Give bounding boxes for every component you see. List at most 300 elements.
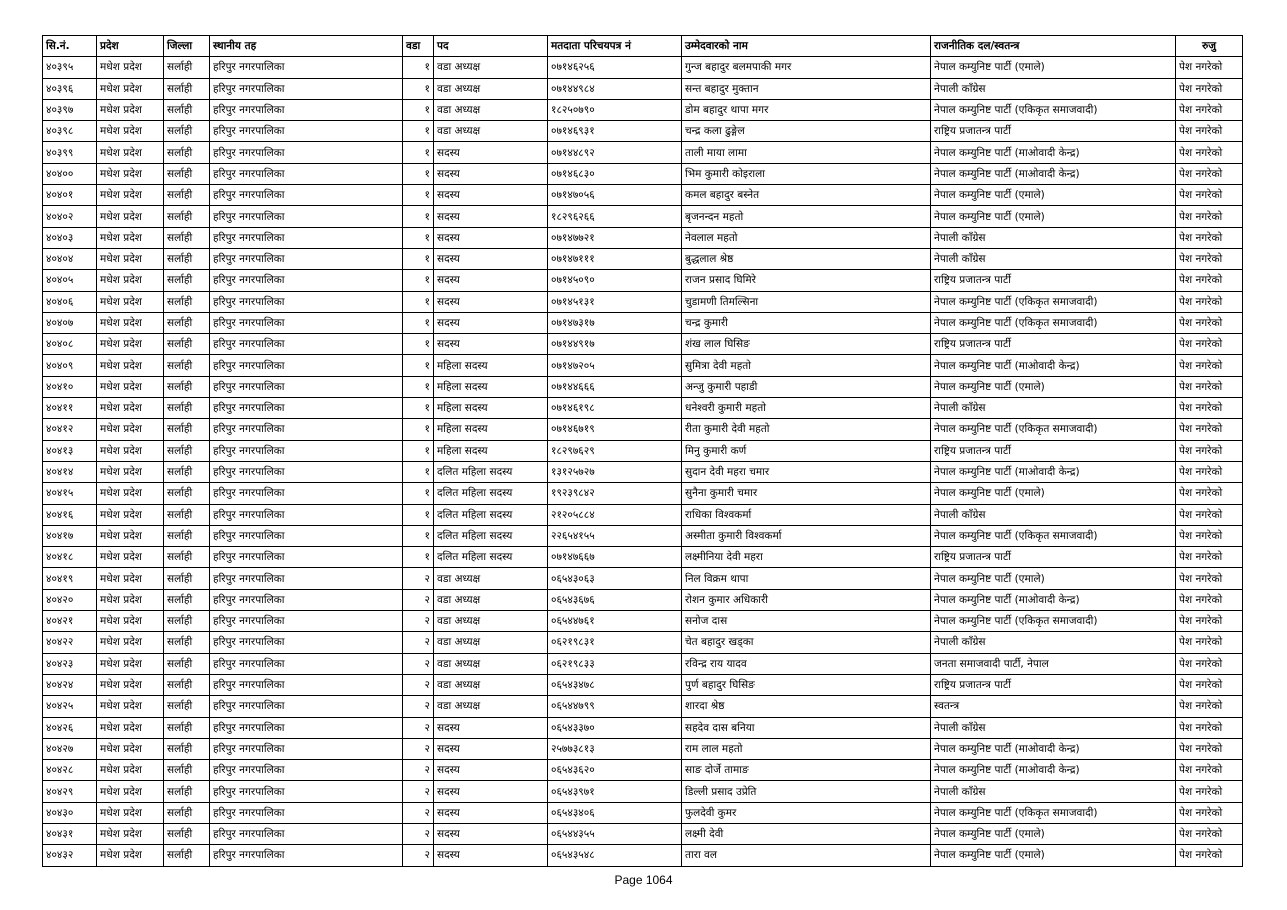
table-row [43,419,1243,440]
cell-ward: १ [403,78,434,99]
cell-province: मधेश प्रदेश [97,57,164,78]
cell-verification: पेश नगरेको [1176,248,1243,269]
cell-party: राष्ट्रिय प्रजातन्त्र पार्टी [931,440,1176,461]
cell-local-level: हरिपुर नगरपालिका [210,312,403,333]
cell-voter-id: ०६५४३०६३ [548,568,682,589]
cell-serial: ४०४०२ [43,206,97,227]
cell-district: सर्लाही [164,334,210,355]
cell-ward: १ [403,504,434,525]
cell-local-level: हरिपुर नगरपालिका [210,461,403,482]
cell-district: सर्लाही [164,738,210,759]
cell-verification: पेश नगरेको [1176,781,1243,802]
cell-serial: ४०४१८ [43,547,97,568]
cell-verification: पेश नगरेको [1176,823,1243,844]
cell-district: सर्लाही [164,121,210,142]
cell-serial: ४०४२६ [43,717,97,738]
cell-ward: २ [403,589,434,610]
cell-province: मधेश प्रदेश [97,653,164,674]
cell-ward: २ [403,611,434,632]
cell-serial: ४०४३२ [43,845,97,866]
table-row [43,781,1243,802]
table-row [43,483,1243,504]
cell-serial: ४०४२१ [43,611,97,632]
table-row [43,760,1243,781]
cell-district: सर्लाही [164,632,210,653]
cell-ward: १ [403,248,434,269]
cell-district: सर्लाही [164,823,210,844]
cell-candidate-name: भिम कुमारी कोइराला [682,163,931,184]
cell-local-level: हरिपुर नगरपालिका [210,738,403,759]
cell-post: महिला सदस्य [434,376,548,397]
cell-local-level: हरिपुर नगरपालिका [210,845,403,866]
cell-serial: ४०४०८ [43,334,97,355]
cell-post: वडा अध्यक्ष [434,57,548,78]
cell-district: सर्लाही [164,440,210,461]
cell-serial: ४०४१३ [43,440,97,461]
cell-verification: पेश नगरेको [1176,483,1243,504]
cell-province: मधेश प्रदेश [97,248,164,269]
cell-verification: पेश नगरेको [1176,291,1243,312]
cell-province: मधेश प्रदेश [97,163,164,184]
cell-province: मधेश प्रदेश [97,142,164,163]
col-header-serial: सि.नं. [43,36,97,57]
cell-ward: २ [403,760,434,781]
cell-district: सर्लाही [164,760,210,781]
cell-voter-id: ०७१४६९३१ [548,121,682,142]
cell-local-level: हरिपुर नगरपालिका [210,440,403,461]
col-header-voter-id: मतदाता परिचयपत्र नं [548,36,682,57]
cell-party: नेपाल कम्युनिष्ट पार्टी (एकिकृत समाजवादी) [931,611,1176,632]
cell-candidate-name: चुडामणी तिमल्सिना [682,291,931,312]
cell-verification: पेश नगरेको [1176,398,1243,419]
cell-verification: पेश नगरेको [1176,206,1243,227]
cell-local-level: हरिपुर नगरपालिका [210,270,403,291]
cell-local-level: हरिपुर नगरपालिका [210,802,403,823]
cell-verification: पेश नगरेको [1176,78,1243,99]
cell-ward: १ [403,206,434,227]
cell-party: नेपाली काँग्रेस [931,248,1176,269]
cell-province: मधेश प्रदेश [97,483,164,504]
cell-local-level: हरिपुर नगरपालिका [210,248,403,269]
cell-serial: ४०४१९ [43,568,97,589]
table-row [43,568,1243,589]
cell-candidate-name: तारा वल [682,845,931,866]
cell-local-level: हरिपुर नगरपालिका [210,121,403,142]
cell-verification: पेश नगरेको [1176,142,1243,163]
cell-voter-id: ०६५४३५४८ [548,845,682,866]
cell-local-level: हरिपुर नगरपालिका [210,674,403,695]
cell-post: दलित महिला सदस्य [434,504,548,525]
cell-district: सर्लाही [164,206,210,227]
cell-voter-id: ०७१४६७१९ [548,419,682,440]
cell-verification: पेश नगरेको [1176,738,1243,759]
cell-party: नेपाल कम्युनिष्ट पार्टी (एकिकृत समाजवादी) [931,99,1176,120]
cell-province: मधेश प्रदेश [97,674,164,695]
cell-serial: ४०४०७ [43,312,97,333]
cell-serial: ४०४२२ [43,632,97,653]
cell-province: मधेश प्रदेश [97,696,164,717]
cell-candidate-name: ताली माया लामा [682,142,931,163]
cell-ward: १ [403,547,434,568]
cell-candidate-name: अन्जु कुमारी पहाडी [682,376,931,397]
table-row [43,440,1243,461]
table-row [43,142,1243,163]
cell-district: सर्लाही [164,419,210,440]
cell-verification: पेश नगरेको [1176,312,1243,333]
cell-verification: पेश नगरेको [1176,760,1243,781]
cell-province: मधेश प्रदेश [97,781,164,802]
cell-verification: पेश नगरेको [1176,674,1243,695]
cell-party: नेपाल कम्युनिष्ट पार्टी (माओवादी केन्द्र) [931,738,1176,759]
cell-ward: १ [403,121,434,142]
cell-verification: पेश नगरेको [1176,504,1243,525]
cell-serial: ४०४१२ [43,419,97,440]
cell-party: नेपाली काँग्रेस [931,398,1176,419]
cell-serial: ४०४१० [43,376,97,397]
cell-candidate-name: बुद्धलाल श्रेष्ठ [682,248,931,269]
cell-post: महिला सदस्य [434,419,548,440]
cell-local-level: हरिपुर नगरपालिका [210,632,403,653]
cell-voter-id: ०७१४७७२१ [548,227,682,248]
cell-party: नेपाल कम्युनिष्ट पार्टी (एमाले) [931,823,1176,844]
cell-voter-id: ०६५४४७६१ [548,611,682,632]
cell-province: मधेश प्रदेश [97,398,164,419]
cell-post: सदस्य [434,163,548,184]
cell-serial: ४०३९९ [43,142,97,163]
cell-post: वडा अध्यक्ष [434,696,548,717]
cell-post: सदस्य [434,738,548,759]
cell-ward: १ [403,291,434,312]
cell-candidate-name: राधिका विश्वकर्मा [682,504,931,525]
col-header-party: राजनीतिक दल/स्वतन्त्र [931,36,1176,57]
cell-candidate-name: पुर्ण बहादुर घिसिङ [682,674,931,695]
cell-candidate-name: चन्द्र कला ढुङ्गेल [682,121,931,142]
cell-verification: पेश नगरेको [1176,547,1243,568]
cell-local-level: हरिपुर नगरपालिका [210,57,403,78]
cell-party: राष्ट्रिय प्रजातन्त्र पार्टी [931,334,1176,355]
cell-local-level: हरिपुर नगरपालिका [210,142,403,163]
cell-serial: ४०४०१ [43,185,97,206]
col-header-candidate-name: उम्मेदवारको नाम [682,36,931,57]
cell-party: नेपाल कम्युनिष्ट पार्टी (माओवादी केन्द्र) [931,461,1176,482]
cell-voter-id: २२६५४१५५ [548,525,682,546]
cell-candidate-name: फुलदेवी कुमर [682,802,931,823]
cell-candidate-name: सहदेव दास बनिया [682,717,931,738]
col-header-district: जिल्ला [164,36,210,57]
table-row [43,802,1243,823]
cell-candidate-name: सुमित्रा देवी महतो [682,355,931,376]
cell-province: मधेश प्रदेश [97,440,164,461]
table-row [43,717,1243,738]
cell-ward: १ [403,57,434,78]
cell-party: नेपाल कम्युनिष्ट पार्टी (एमाले) [931,206,1176,227]
cell-voter-id: ०७१४७२०५ [548,355,682,376]
cell-candidate-name: रविन्द्र राय यादव [682,653,931,674]
cell-party: नेपाली काँग्रेस [931,78,1176,99]
cell-province: मधेश प्रदेश [97,312,164,333]
cell-post: सदस्य [434,823,548,844]
cell-post: सदस्य [434,845,548,866]
cell-ward: १ [403,163,434,184]
cell-post: सदस्य [434,185,548,206]
cell-voter-id: ०७१४७६६७ [548,547,682,568]
cell-local-level: हरिपुर नगरपालिका [210,185,403,206]
cell-party: नेपाल कम्युनिष्ट पार्टी (माओवादी केन्द्र) [931,760,1176,781]
table-row [43,334,1243,355]
cell-province: मधेश प्रदेश [97,376,164,397]
cell-local-level: हरिपुर नगरपालिका [210,334,403,355]
cell-post: दलित महिला सदस्य [434,525,548,546]
cell-voter-id: ०७१४६१९८ [548,398,682,419]
cell-post: सदस्य [434,142,548,163]
cell-district: सर्लाही [164,248,210,269]
cell-local-level: हरिपुर नगरपालिका [210,206,403,227]
cell-ward: १ [403,334,434,355]
cell-ward: २ [403,696,434,717]
cell-ward: १ [403,270,434,291]
cell-local-level: हरिपुर नगरपालिका [210,376,403,397]
cell-voter-id: ०६५४३४०६ [548,802,682,823]
cell-party: नेपाली काँग्रेस [931,632,1176,653]
cell-post: सदस्य [434,248,548,269]
page-number: Page 1064 [614,873,673,887]
cell-party: नेपाल कम्युनिष्ट पार्टी (एकिकृत समाजवादी) [931,419,1176,440]
cell-district: सर्लाही [164,504,210,525]
cell-verification: पेश नगरेको [1176,589,1243,610]
cell-district: सर्लाही [164,376,210,397]
cell-voter-id: ०७१४७०५६ [548,185,682,206]
table-row [43,845,1243,866]
cell-local-level: हरिपुर नगरपालिका [210,355,403,376]
cell-voter-id: ०६२१९८३३ [548,653,682,674]
cell-candidate-name: लक्ष्मीनिया देवी महरा [682,547,931,568]
cell-province: मधेश प्रदेश [97,185,164,206]
cell-post: सदस्य [434,312,548,333]
cell-serial: ४०४२७ [43,738,97,759]
cell-serial: ४०४०५ [43,270,97,291]
cell-post: सदस्य [434,227,548,248]
table-row [43,398,1243,419]
cell-district: सर्लाही [164,398,210,419]
cell-district: सर्लाही [164,547,210,568]
cell-district: सर्लाही [164,845,210,866]
cell-serial: ४०४१६ [43,504,97,525]
cell-province: मधेश प्रदेश [97,717,164,738]
table-row [43,185,1243,206]
cell-candidate-name: डिल्ली प्रसाद उप्रेति [682,781,931,802]
table-row [43,589,1243,610]
cell-voter-id: ०७१४७३१७ [548,312,682,333]
cell-party: राष्ट्रिय प्रजातन्त्र पार्टी [931,547,1176,568]
col-header-province: प्रदेश [97,36,164,57]
cell-voter-id: ०७१४४८९२ [548,142,682,163]
cell-verification: पेश नगरेको [1176,611,1243,632]
table-row [43,823,1243,844]
cell-province: मधेश प्रदेश [97,568,164,589]
cell-local-level: हरिपुर नगरपालिका [210,291,403,312]
cell-local-level: हरिपुर नगरपालिका [210,611,403,632]
cell-party: नेपाल कम्युनिष्ट पार्टी (एमाले) [931,568,1176,589]
cell-candidate-name: कमल बहादुर बस्नेत [682,185,931,206]
candidate-table [42,35,1243,867]
cell-ward: १ [403,440,434,461]
cell-serial: ४०४२५ [43,696,97,717]
cell-voter-id: ०७१४४६६६ [548,376,682,397]
cell-voter-id: ०७१४७१११ [548,248,682,269]
cell-post: सदस्य [434,717,548,738]
cell-district: सर्लाही [164,99,210,120]
cell-local-level: हरिपुर नगरपालिका [210,589,403,610]
cell-party: नेपाल कम्युनिष्ट पार्टी (एमाले) [931,57,1176,78]
cell-province: मधेश प्रदेश [97,99,164,120]
cell-district: सर्लाही [164,525,210,546]
cell-local-level: हरिपुर नगरपालिका [210,696,403,717]
cell-post: वडा अध्यक्ष [434,674,548,695]
cell-province: मधेश प्रदेश [97,121,164,142]
cell-post: सदस्य [434,760,548,781]
cell-district: सर्लाही [164,142,210,163]
cell-voter-id: १८२९६२६६ [548,206,682,227]
table-row [43,504,1243,525]
cell-serial: ४०४२४ [43,674,97,695]
cell-serial: ४०४१४ [43,461,97,482]
cell-party: राष्ट्रिय प्रजातन्त्र पार्टी [931,270,1176,291]
cell-post: वडा अध्यक्ष [434,589,548,610]
cell-province: मधेश प्रदेश [97,611,164,632]
cell-province: मधेश प्रदेश [97,291,164,312]
cell-district: सर्लाही [164,312,210,333]
cell-local-level: हरिपुर नगरपालिका [210,398,403,419]
cell-voter-id: ०७१४६२५६ [548,57,682,78]
cell-candidate-name: रीता कुमारी देवी महतो [682,419,931,440]
cell-candidate-name: रोशन कुमार अधिकारी [682,589,931,610]
cell-ward: २ [403,823,434,844]
cell-serial: ४०४०४ [43,248,97,269]
cell-district: सर्लाही [164,589,210,610]
table-row [43,57,1243,78]
cell-voter-id: ०६२१९८३१ [548,632,682,653]
cell-party: नेपाल कम्युनिष्ट पार्टी (माओवादी केन्द्र) [931,142,1176,163]
cell-voter-id: ०६५४४७९९ [548,696,682,717]
cell-province: मधेश प्रदेश [97,461,164,482]
cell-serial: ४०४२९ [43,781,97,802]
cell-province: मधेश प्रदेश [97,227,164,248]
cell-candidate-name: चन्द्र कुमारी [682,312,931,333]
cell-voter-id: २१२०५८८४ [548,504,682,525]
cell-party: नेपाली काँग्रेस [931,717,1176,738]
table-row [43,696,1243,717]
cell-voter-id: १८२५०७९० [548,99,682,120]
cell-ward: २ [403,738,434,759]
cell-verification: पेश नगरेको [1176,802,1243,823]
cell-voter-id: ०७१४४९१७ [548,334,682,355]
cell-verification: पेश नगरेको [1176,185,1243,206]
cell-ward: १ [403,398,434,419]
cell-local-level: हरिपुर नगरपालिका [210,419,403,440]
cell-local-level: हरिपुर नगरपालिका [210,483,403,504]
cell-ward: २ [403,568,434,589]
cell-party: जनता समाजवादी पार्टी, नेपाल [931,653,1176,674]
cell-post: सदस्य [434,270,548,291]
cell-candidate-name: लक्ष्मी देवी [682,823,931,844]
cell-party: नेपाल कम्युनिष्ट पार्टी (एमाले) [931,483,1176,504]
cell-candidate-name: शारदा श्रेष्ठ [682,696,931,717]
cell-post: सदस्य [434,206,548,227]
cell-district: सर्लाही [164,78,210,99]
cell-post: दलित महिला सदस्य [434,547,548,568]
cell-ward: १ [403,419,434,440]
cell-province: मधेश प्रदेश [97,270,164,291]
cell-post: सदस्य [434,802,548,823]
cell-district: सर्लाही [164,717,210,738]
cell-post: वडा अध्यक्ष [434,611,548,632]
cell-local-level: हरिपुर नगरपालिका [210,99,403,120]
cell-verification: पेश नगरेको [1176,376,1243,397]
col-header-ward: वडा [403,36,434,57]
cell-province: मधेश प्रदेश [97,504,164,525]
cell-province: मधेश प्रदेश [97,419,164,440]
cell-party: स्वतन्त्र [931,696,1176,717]
cell-serial: ४०४२३ [43,653,97,674]
cell-post: महिला सदस्य [434,355,548,376]
cell-ward: १ [403,312,434,333]
cell-serial: ४०४०६ [43,291,97,312]
cell-serial: ४०४३० [43,802,97,823]
cell-verification: पेश नगरेको [1176,568,1243,589]
cell-ward: २ [403,845,434,866]
cell-candidate-name: शंख लाल घिसिङ [682,334,931,355]
cell-district: सर्लाही [164,355,210,376]
cell-verification: पेश नगरेको [1176,355,1243,376]
cell-candidate-name: नेवलाल महतो [682,227,931,248]
cell-ward: २ [403,632,434,653]
table-row [43,653,1243,674]
cell-local-level: हरिपुर नगरपालिका [210,781,403,802]
cell-serial: ४०३९६ [43,78,97,99]
cell-post: वडा अध्यक्ष [434,121,548,142]
cell-ward: १ [403,376,434,397]
cell-party: राष्ट्रिय प्रजातन्त्र पार्टी [931,121,1176,142]
cell-serial: ४०४०३ [43,227,97,248]
table-row [43,461,1243,482]
cell-verification: पेश नगरेको [1176,227,1243,248]
cell-serial: ४०४१५ [43,483,97,504]
cell-voter-id: ०६५४३३७० [548,717,682,738]
cell-district: सर्लाही [164,802,210,823]
cell-voter-id: १९२३९८४२ [548,483,682,504]
cell-party: नेपाल कम्युनिष्ट पार्टी (एमाले) [931,845,1176,866]
cell-local-level: हरिपुर नगरपालिका [210,568,403,589]
cell-ward: १ [403,185,434,206]
cell-ward: २ [403,717,434,738]
cell-local-level: हरिपुर नगरपालिका [210,547,403,568]
cell-serial: ४०४१७ [43,525,97,546]
cell-province: मधेश प्रदेश [97,355,164,376]
table-row [43,248,1243,269]
cell-province: मधेश प्रदेश [97,589,164,610]
cell-verification: पेश नगरेको [1176,717,1243,738]
cell-district: सर्लाही [164,461,210,482]
cell-candidate-name: डोम बहादुर थापा मगर [682,99,931,120]
cell-party: नेपाल कम्युनिष्ट पार्टी (एमाले) [931,185,1176,206]
cell-province: मधेश प्रदेश [97,334,164,355]
cell-candidate-name: निल विक्रम थापा [682,568,931,589]
cell-district: सर्लाही [164,57,210,78]
cell-verification: पेश नगरेको [1176,632,1243,653]
cell-ward: १ [403,99,434,120]
cell-post: वडा अध्यक्ष [434,78,548,99]
table-row [43,376,1243,397]
